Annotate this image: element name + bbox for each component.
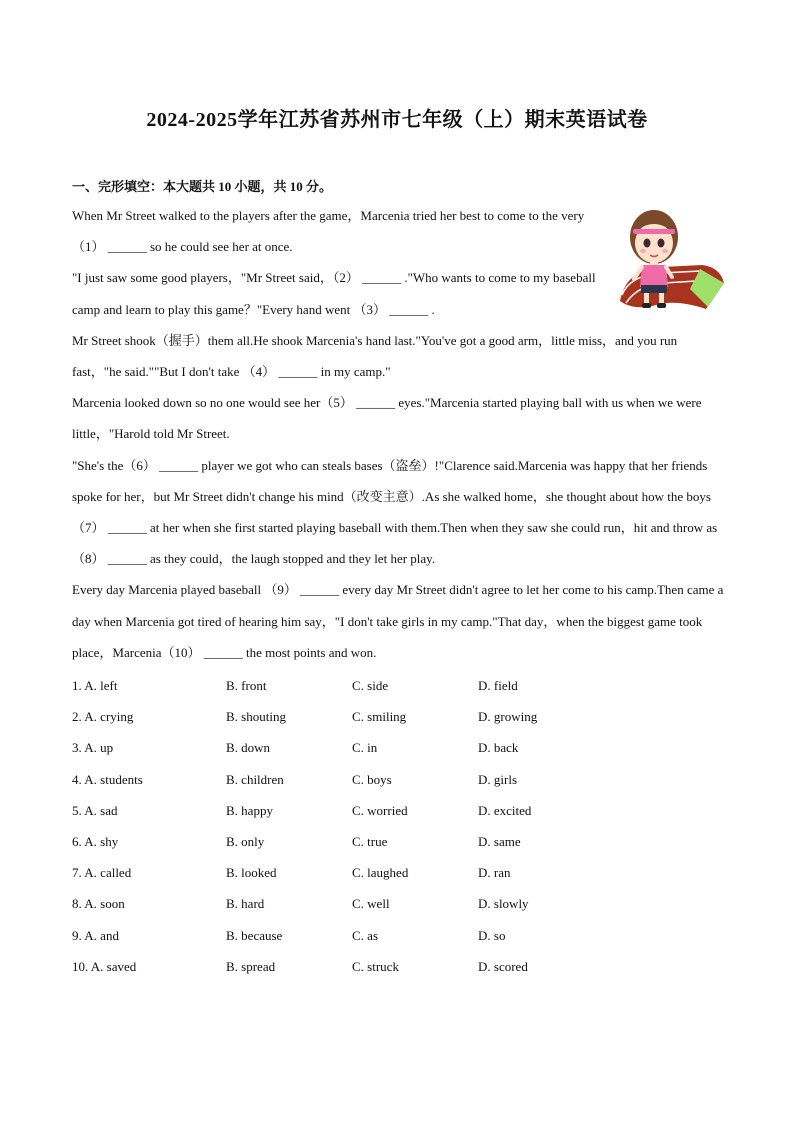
- option-a: 1. A. left: [72, 678, 118, 693]
- option-a: 10. A. saved: [72, 958, 137, 974]
- option-d: D. slowly: [478, 896, 529, 912]
- cloze-passage: [72, 200, 724, 668]
- option-a: 2. A. crying: [72, 709, 134, 725]
- option-a: 4. A. students: [72, 771, 143, 787]
- section-heading: 一、完形填空：本大题共 10 小题，共 10 分。: [72, 179, 333, 194]
- option-b: B. down: [226, 740, 271, 756]
- paragraph-3: Mr Street shook（握手）them all.He shook Marcenia's hand last."You've got a good arm，little miss，and you run fast，"he said.""But I don't take （4） ______ in my camp.": [72, 332, 678, 380]
- option-a: 3. A. up: [72, 740, 114, 756]
- option-d: D. so: [478, 927, 506, 943]
- option-c: C. true: [352, 833, 388, 849]
- option-c: C. worried: [352, 802, 408, 818]
- paragraph-6: Every day Marcenia played baseball （9） ______ every day Mr Street didn't agree to let her come to his camp.Then came a day when Marcenia got tired of hearing him say，"I don't take girls in my camp."That day，when the biggest game took place，Marcenia（10） ______ the most points and won.: [72, 582, 724, 660]
- option-d: D. scored: [478, 958, 528, 974]
- question-row: [72, 826, 724, 857]
- question-row: [72, 732, 724, 763]
- paragraph-5: "She's the（6） ______ player we got who can steals bases（盗垒）!"Clarence said.Marcenia was happy that her friends spoke for her，but Mr Street didn't change his mind（改变主意）.As she walked home，she thought about how the boys （7） ______ at her when she first started playing baseball with them.Then when they saw she could run，hit and throw as （8） ______ as they could，the laugh stopped and they let her play.: [72, 457, 718, 567]
- question-row: [72, 920, 724, 951]
- option-d: D. field: [478, 678, 518, 693]
- option-c: C. boys: [352, 771, 392, 787]
- option-c: C. struck: [352, 958, 399, 974]
- paragraph-2: "I just saw some good players，"Mr Street said，（2） ______ ."Who wants to come to my baseball camp and learn to play this game？"Every hand went （3） ______ .: [72, 270, 596, 317]
- option-a: 7. A. called: [72, 865, 132, 881]
- option-c: C. laughed: [352, 865, 409, 881]
- option-a: 5. A. sad: [72, 802, 118, 818]
- option-d: D. back: [478, 740, 519, 756]
- question-row: [72, 764, 724, 795]
- question-row: [72, 701, 724, 732]
- option-b: B. shouting: [226, 709, 286, 725]
- question-row: [72, 857, 724, 888]
- answer-options: [72, 670, 724, 982]
- option-c: C. side: [352, 678, 389, 693]
- option-a: 8. A. soon: [72, 896, 125, 912]
- option-b: B. happy: [226, 802, 273, 818]
- option-b: B. hard: [226, 896, 265, 912]
- option-d: D. growing: [478, 709, 538, 725]
- option-d: D. same: [478, 833, 521, 849]
- option-a: 6. A. shy: [72, 833, 119, 849]
- option-c: C. well: [352, 896, 390, 912]
- option-c: C. smiling: [352, 709, 407, 725]
- question-row: [72, 888, 724, 919]
- option-d: D. excited: [478, 802, 532, 818]
- exam-title: 2024-2025学年江苏省苏州市七年级（上）期末英语试卷: [146, 109, 648, 131]
- question-row: [72, 951, 724, 982]
- paragraph-1: When Mr Street walked to the players after the game，Marcenia tried her best to come to the very（1） ______ so he could see her at once.: [72, 208, 585, 255]
- option-d: D. ran: [478, 865, 511, 881]
- option-b: B. because: [226, 927, 283, 943]
- option-d: D. girls: [478, 771, 517, 787]
- paragraph-4: Marcenia looked down so no one would see her（5） ______ eyes."Marcenia started playing ball with us when we were little，"Harold told Mr Street.: [72, 395, 702, 442]
- option-b: B. front: [226, 678, 267, 693]
- question-row: [72, 795, 724, 826]
- option-b: B. spread: [226, 958, 276, 974]
- option-c: C. as: [352, 927, 378, 943]
- option-c: C. in: [352, 740, 378, 756]
- option-b: B. looked: [226, 865, 277, 881]
- option-b: B. only: [226, 833, 265, 849]
- option-a: 9. A. and: [72, 927, 119, 943]
- question-row: [72, 670, 724, 701]
- option-b: B. children: [226, 771, 284, 787]
